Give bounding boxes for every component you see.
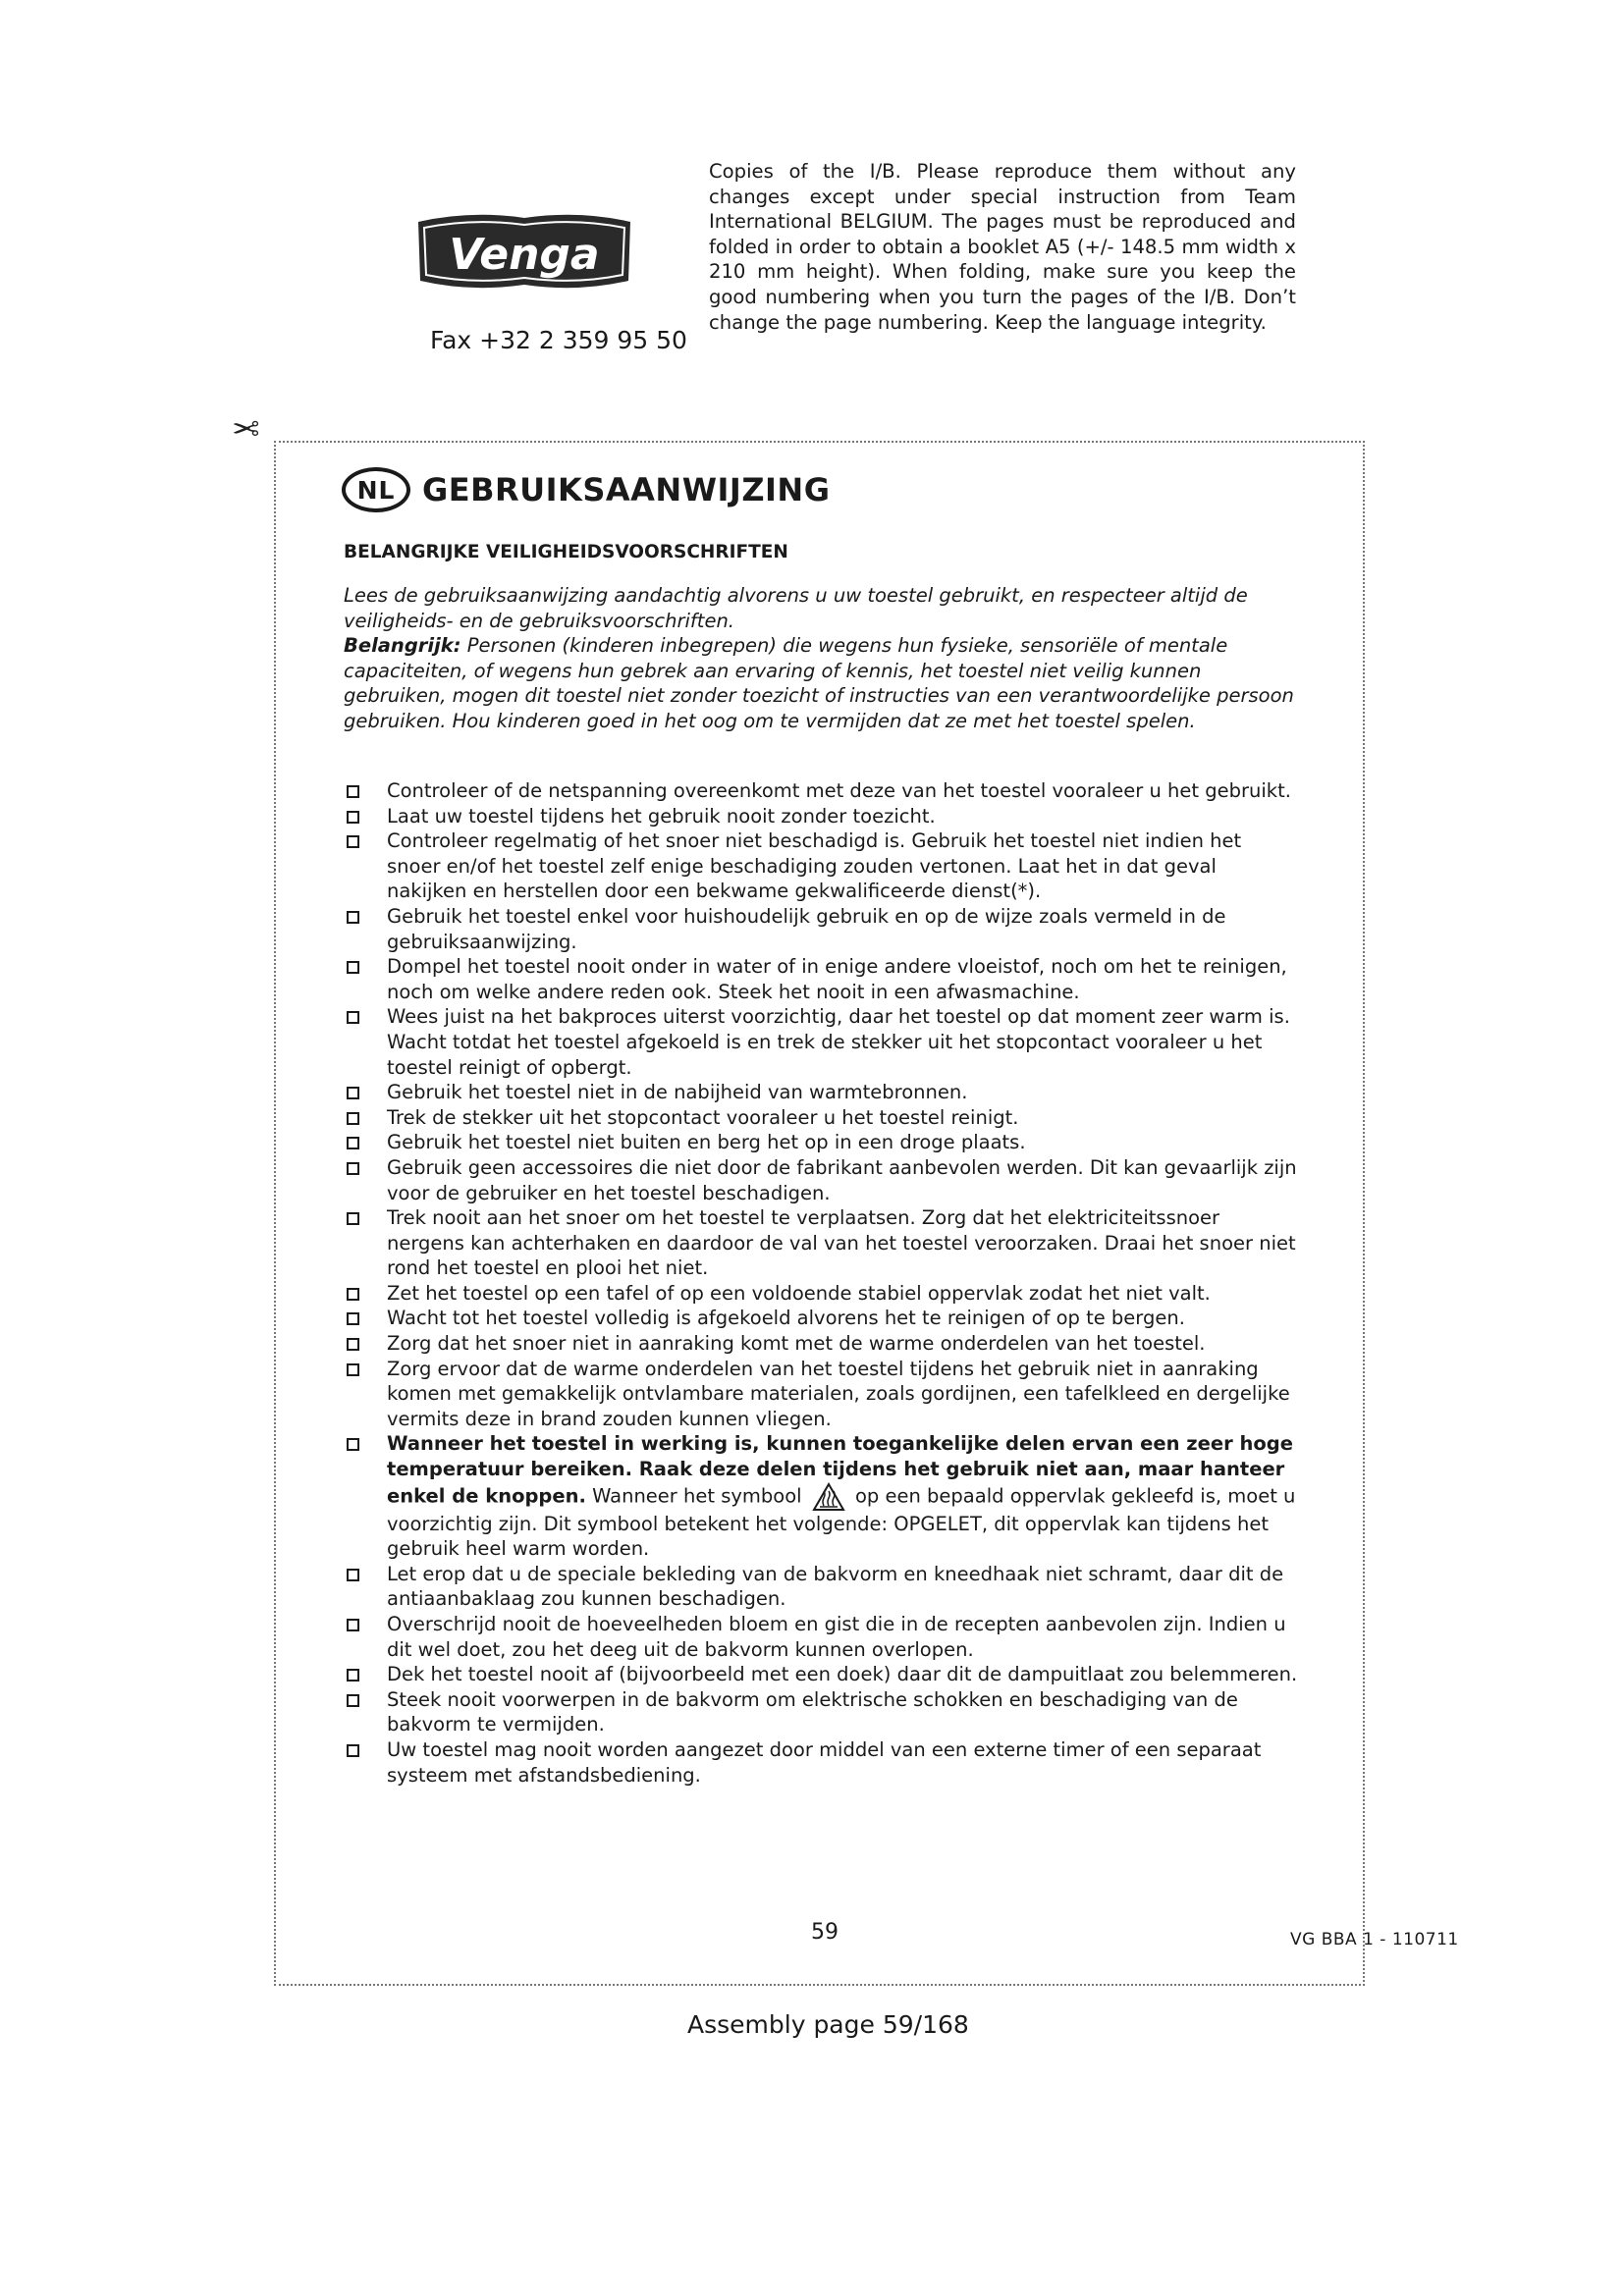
intro-text: Lees de gebruiksaanwijzing aandachtig alvorens u uw toestel gebruikt, en respecteer altijd de veiligheids- en de gebruiksvoorschriften. — [344, 584, 1248, 632]
list-item — [344, 778, 1298, 804]
checkbox-bullet-icon — [347, 1312, 359, 1325]
language-badge: NL — [342, 467, 410, 512]
list-item-text: Dek het toestel nooit af (bijvoorbeeld met een doek) daar dit de dampuitlaat zou belemmeren. — [387, 1663, 1298, 1686]
checkbox-bullet-icon — [347, 1087, 359, 1099]
checkbox-bullet-icon — [347, 911, 359, 924]
list-item-text: Gebruik het toestel enkel voor huishoudelijk gebruik en op de wijze zoals vermeld in de gebruiksaanwijzing. — [387, 904, 1226, 953]
hot-warning-bold: Wanneer het toestel in werking is, kunnen toegankelijke delen ervan een zeer hoge temperatuur bereiken. Raak deze delen tijdens het gebruik niet aan, maar hanteer enkel de knoppen. — [387, 1432, 1293, 1508]
list-item-text: Zet het toestel op een tafel of op een voldoende stabiel oppervlak zodat het niet valt. — [387, 1281, 1211, 1305]
list-item — [344, 1080, 1298, 1105]
list-item-text: Zorg dat het snoer niet in aanraking komt met de warme onderdelen van het toestel. — [387, 1332, 1206, 1356]
logo-wordmark: Venga — [449, 230, 600, 280]
checkbox-bullet-icon — [347, 1669, 359, 1682]
list-item — [344, 1155, 1298, 1205]
list-item-text: Wees juist na het bakproces uiterst voorzichtig, daar het toestel op dat moment zeer warm is. Wacht totdat het toestel afgekoeld is en trek de stekker uit het stopcontact vooraleer u het toestel reinigt of opbergt. — [387, 1005, 1290, 1079]
page-title: GEBRUIKSAANWIJZING — [422, 471, 831, 508]
hot-surface-warning-icon — [812, 1482, 845, 1512]
scissors-icon: ✂ — [232, 407, 260, 447]
important-paragraph — [344, 633, 1298, 733]
list-item-text: Gebruik het toestel niet in de nabijheid van warmtebronnen. — [387, 1081, 968, 1104]
hot-warning-text-before: Wanneer het symbool — [585, 1484, 802, 1508]
list-item — [344, 1331, 1298, 1357]
safety-list — [344, 778, 1298, 1788]
list-item — [344, 1687, 1298, 1737]
checkbox-bullet-icon — [347, 961, 359, 974]
safety-subheading: BELANGRIJKE VEILIGHEIDSVOORSCHRIFTEN — [344, 542, 788, 562]
list-item-text: Overschrijd nooit de hoeveelheden bloem en gist die in de recepten aanbevolen zijn. Indien u dit wel doet, zou het deeg uit de bakvorm kunnen overlopen. — [387, 1613, 1286, 1661]
list-item — [344, 1737, 1298, 1788]
list-item-text: Dompel het toestel nooit onder in water of in enige andere vloeistof, noch om het te reinigen, noch om welke andere reden ook. Steek het nooit in een afwasmachine. — [387, 955, 1287, 1003]
list-item-text: Gebruik het toestel niet buiten en berg het op in een droge plaats. — [387, 1131, 1026, 1154]
important-label: Belangrijk: — [344, 634, 461, 658]
fax-number: Fax +32 2 359 95 50 — [430, 326, 687, 354]
checkbox-bullet-icon — [347, 1338, 359, 1351]
checkbox-bullet-icon — [347, 1363, 359, 1376]
list-item-text: Controleer of de netspanning overeenkomt met deze van het toestel vooraleer u het gebruikt. — [387, 779, 1291, 802]
reproduction-note: Copies of the I/B. Please reproduce them without any changes except under special instruction from Team International BELGIUM. The pages must be reproduced and folded in order to obtain a booklet A5 (+/- 148.5 mm width x 210 mm height). When folding, make sure you keep the good numbering when you turn the pages of the I/B. Don’t change the page numbering. Keep the language integrity. — [709, 160, 1296, 334]
list-item — [344, 1130, 1298, 1155]
checkbox-bullet-icon — [347, 1137, 359, 1149]
list-item-hot-surface — [344, 1431, 1298, 1561]
checkbox-bullet-icon — [347, 811, 359, 824]
list-item-text: Trek de stekker uit het stopcontact vooraleer u het toestel reinigt. — [387, 1105, 1019, 1129]
list-item — [344, 1281, 1298, 1307]
section-heading — [342, 467, 830, 512]
list-item — [344, 1105, 1298, 1131]
important-text: Personen (kinderen inbegrepen) die wegens hun fysieke, sensoriële of mentale capaciteiten, of wegens hun gebrek aan ervaring of kennis, het toestel niet veilig kunnen gebruiken, mogen dit toestel niet zonder toezicht of instructies van een verantwoordelijke persoon gebruiken. Hou kinderen goed in het oog om te vermijden dat ze met het toestel spelen. — [344, 634, 1294, 732]
model-code: VG BBA 1 - 110711 — [1290, 1930, 1459, 1949]
list-item — [344, 1562, 1298, 1612]
list-item — [344, 1662, 1298, 1687]
venga-logo — [412, 208, 636, 294]
list-item-text: Wacht tot het toestel volledig is afgekoeld alvorens het te reinigen of op te bergen. — [387, 1307, 1185, 1330]
checkbox-bullet-icon — [347, 1744, 359, 1757]
list-item — [344, 954, 1298, 1004]
checkbox-bullet-icon — [347, 1438, 359, 1451]
list-item-text: Uw toestel mag nooit worden aangezet door middel van een externe timer of een separaat systeem met afstandsbediening. — [387, 1737, 1262, 1787]
list-item-text: Controleer regelmatig of het snoer niet beschadigd is. Gebruik het toestel niet indien het snoer en/of het toestel zelf enige beschadiging zouden vertonen. Laat het in dat geval nakijken en herstellen door een bekwame gekwalificeerde dienst(*). — [387, 829, 1242, 903]
list-item — [344, 1004, 1298, 1080]
list-item — [344, 1357, 1298, 1432]
list-item — [344, 1205, 1298, 1281]
checkbox-bullet-icon — [347, 1569, 359, 1581]
list-item-text: Gebruik geen accessoires die niet door de fabrikant aanbevolen werden. Dit kan gevaarlijk zijn voor de gebruiker en het toestel beschadigen. — [387, 1155, 1297, 1204]
checkbox-bullet-icon — [347, 835, 359, 848]
checkbox-bullet-icon — [347, 1212, 359, 1225]
intro-block — [344, 583, 1298, 734]
list-item — [344, 1612, 1298, 1662]
list-item-text: Let erop dat u de speciale bekleding van de bakvorm en kneedhaak niet schramt, daar dit de antiaanbaklaag zou kunnen beschadigen. — [387, 1562, 1284, 1611]
checkbox-bullet-icon — [347, 1162, 359, 1175]
checkbox-bullet-icon — [347, 1288, 359, 1301]
list-item — [344, 804, 1298, 829]
checkbox-bullet-icon — [347, 1011, 359, 1024]
list-item — [344, 1306, 1298, 1331]
list-item-text: Steek nooit voorwerpen in de bakvorm om elektrische schokken en beschadiging van de bakvorm te vermijden. — [387, 1687, 1238, 1736]
list-item-text: Trek nooit aan het snoer om het toestel te verplaatsen. Zorg dat het elektriciteitssnoer nergens kan achterhaken en daardoor de val van het toestel veroorzaken. Draai het snoer niet rond het toestel en plooi het niet. — [387, 1206, 1296, 1280]
list-item — [344, 828, 1298, 904]
assembly-page-label: Assembly page 59/168 — [687, 2010, 969, 2039]
checkbox-bullet-icon — [347, 785, 359, 798]
checkbox-bullet-icon — [347, 1694, 359, 1707]
hot-warning-text-after: op een bepaald oppervlak gekleefd is, moet u voorzichtig zijn. Dit symbool betekent het volgende: OPGELET, dit oppervlak kan tijdens het gebruik heel warm worden. — [387, 1484, 1296, 1561]
list-item-text: Laat uw toestel tijdens het gebruik nooit zonder toezicht. — [387, 804, 936, 828]
page-number: 59 — [811, 1920, 839, 1945]
checkbox-bullet-icon — [347, 1619, 359, 1631]
checkbox-bullet-icon — [347, 1112, 359, 1125]
list-item-text: Zorg ervoor dat de warme onderdelen van het toestel tijdens het gebruik niet in aanraking komen met gemakkelijk ontvlambare materialen, zoals gordijnen, een tafelkleed en dergelijke vermits deze in brand zouden kunnen vliegen. — [387, 1357, 1290, 1430]
list-item — [344, 904, 1298, 954]
